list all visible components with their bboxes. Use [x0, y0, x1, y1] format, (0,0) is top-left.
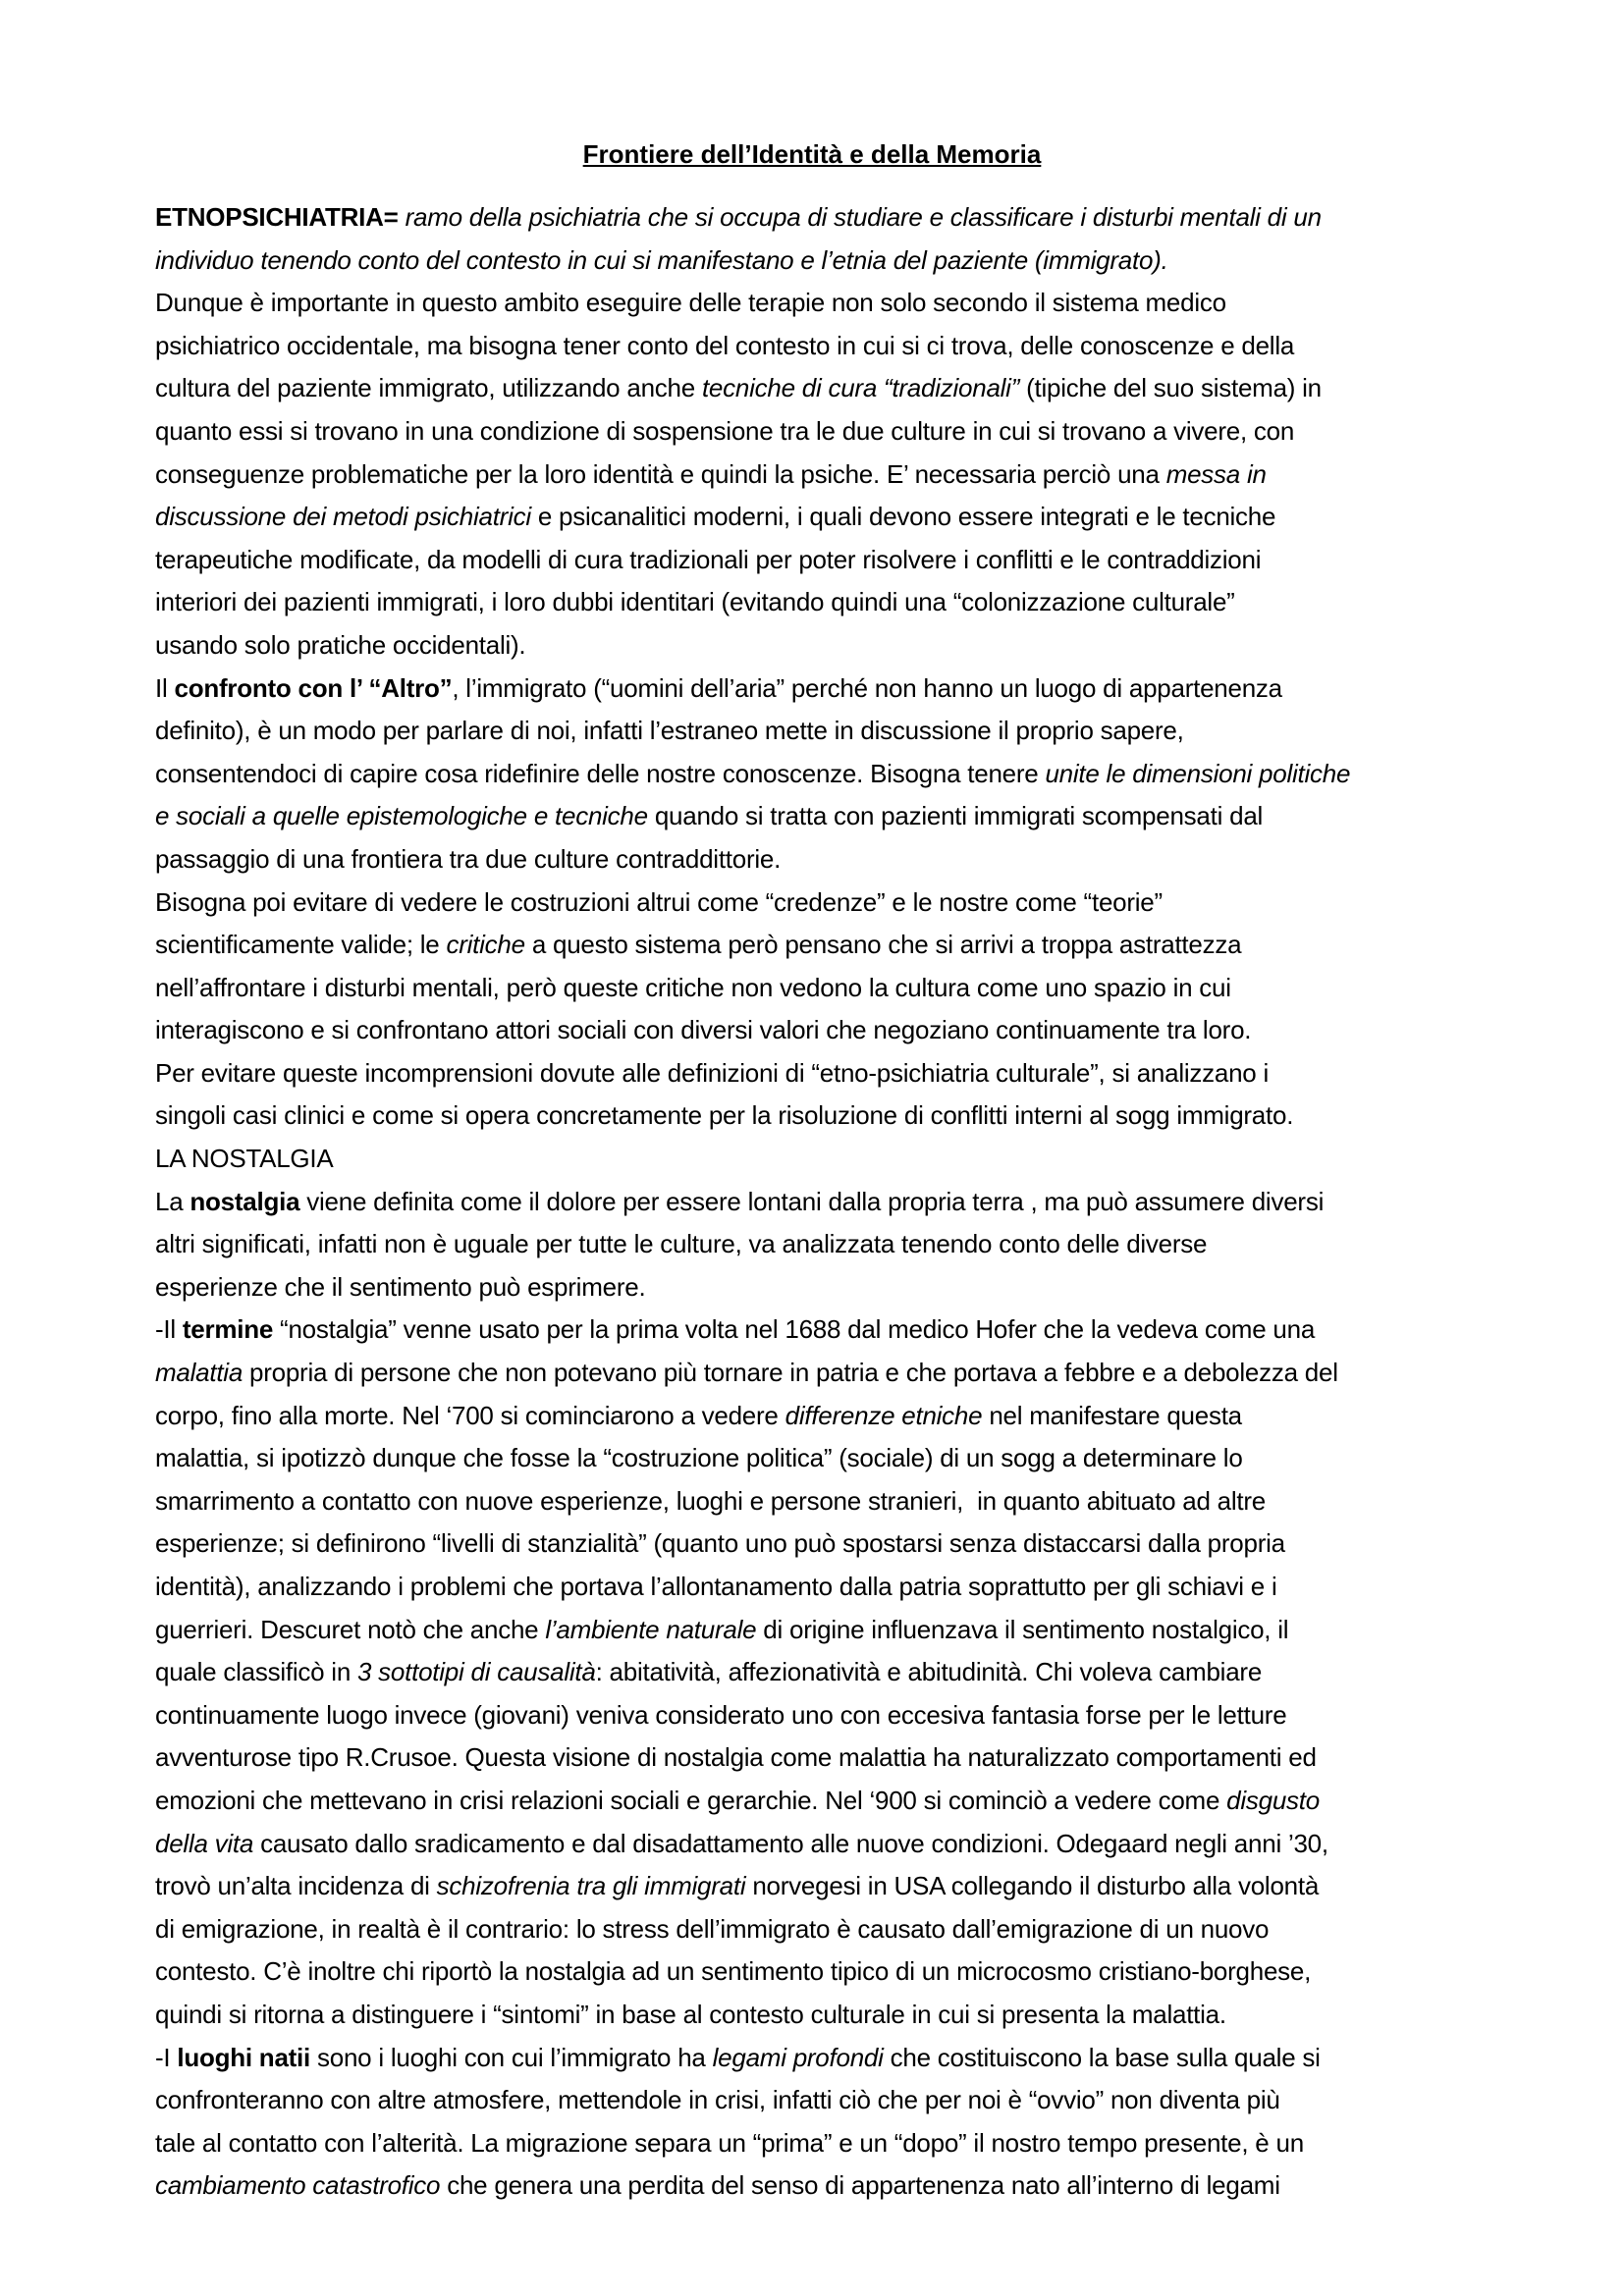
text-run: confronteranno con altre atmosfere, mettendole in crisi, infatti ciò che per noi è “ovvio” non diventa più [155, 2085, 1280, 2115]
text-run: che genera una perdita del senso di appartenenza nato all’interno di legami [440, 2170, 1280, 2201]
text-run: contesto. C’è inoltre chi riportò la nostalgia ad un sentimento tipico di un microcosmo cristiano-borghese, [155, 1956, 1312, 1987]
text-run: corpo, fino alla morte. Nel ‘700 si cominciarono a vedere [155, 1400, 785, 1430]
text-run: norvegesi in USA collegando il disturbo alla volontà [745, 1871, 1320, 1901]
text-run: quando si tratta con pazienti immigrati scompensati dal [647, 801, 1264, 831]
text-run: conseguenze problematiche per la loro identità e quindi la psiche. E’ necessaria perciò una [155, 458, 1166, 489]
text-line [155, 710, 1490, 753]
text-run: La [155, 1186, 190, 1216]
text-run: continuamente luogo invece (giovani) veniva considerato uno con eccesiva fantasia forse per le letture [155, 1699, 1287, 1730]
text-run: causato dallo sradicamento e dal disadattamento alle nuove condizioni. Odegaard negli anni ’30, [253, 1828, 1328, 1858]
text-line [155, 795, 1490, 838]
text-run: e psicanalitici moderni, i quali devono essere integrati e le tecniche [530, 502, 1276, 532]
italic-text: disgusto [1226, 1785, 1320, 1815]
text-line [155, 325, 1490, 368]
text-line [155, 1009, 1490, 1052]
text-line [155, 1651, 1490, 1694]
text-run: sono i luoghi con cui l’immigrato ha [310, 2042, 713, 2072]
italic-text: critiche [446, 930, 525, 960]
italic-text: e sociali a quelle epistemologiche e tecniche [155, 801, 648, 831]
text-run: psichiatrico occidentale, ma bisogna tener conto del contesto in cui si ci trova, delle conoscenze e della [155, 330, 1295, 360]
text-run: “nostalgia” venne usato per la prima volta nel 1688 dal medico Hofer che la vedeva come una [273, 1314, 1316, 1345]
text-run: interagiscono e si confrontano attori sociali con diversi valori che negoziano continuamente tra loro. [155, 1015, 1252, 1045]
text-line [155, 282, 1490, 325]
text-run: nel manifestare questa [982, 1400, 1242, 1430]
italic-text: ramo della psichiatria che si occupa di studiare e classificare i disturbi mentali di un [398, 202, 1322, 232]
italic-text: malattia [155, 1358, 244, 1388]
text-run: singoli casi clinici e come si opera concretamente per la risoluzione di conflitti interni al sogg immigrato. [155, 1100, 1294, 1131]
text-run: di origine influenzava il sentimento nostalgico, il [756, 1614, 1289, 1644]
text-line [155, 1138, 1490, 1181]
text-run: usando solo pratiche occidentali). [155, 629, 526, 660]
italic-text: discussione dei metodi psichiatrici [155, 502, 531, 532]
bold-text: confronto con l’ “Altro” [174, 672, 453, 703]
text-line [155, 1181, 1490, 1224]
text-line [155, 410, 1490, 454]
text-run: LA NOSTALGIA [155, 1144, 334, 1174]
italic-text: unite le dimensioni politiche [1045, 758, 1351, 788]
text-run: tale al contatto con l’alterità. La migrazione separa un “prima” e un “dopo” il nostro tempo presente, è un [155, 2127, 1304, 2158]
text-run: che costituiscono la base sulla quale si [883, 2042, 1321, 2072]
italic-text: messa in [1165, 458, 1267, 489]
text-line [155, 1480, 1490, 1523]
text-run: di emigrazione, in realtà è il contrario: lo stress dell’immigrato è causato dall’emigrazione di un nuovo [155, 1913, 1270, 1944]
text-run: guerrieri. Descuret notò che anche [155, 1614, 546, 1644]
text-run: Per evitare queste incomprensioni dovute alle definizioni di “etno-psichiatria culturale”, si analizzano i [155, 1057, 1270, 1088]
italic-text: individuo tenendo conto del contesto in cui si manifestano e l’etnia del paziente (immigrato). [155, 244, 1168, 275]
text-run: smarrimento a contatto con nuove esperienze, luoghi e persone stranieri, in quanto abituato ad altre [155, 1485, 1267, 1516]
text-line [155, 967, 1490, 1010]
text-run: : abitatività, affezionatività e abitudinità. Chi voleva cambiare [595, 1657, 1263, 1687]
text-run: Bisogna poi evitare di vedere le costruzioni altrui come “credenze” e le nostre come “teorie” [155, 886, 1163, 917]
text-line [155, 496, 1490, 539]
italic-text: differenze etniche [785, 1400, 983, 1430]
text-line [155, 1908, 1490, 1951]
page-title: Frontiere dell’Identità e della Memoria [582, 139, 1042, 169]
text-line [155, 1950, 1490, 1994]
text-run: , l’immigrato (“uomini dell’aria” perché non hanno un luogo di appartenenza [452, 672, 1282, 703]
italic-text: tecniche di cura “tradizionali” [701, 373, 1020, 403]
text-run: passaggio di una frontiera tra due culture contraddittorie. [155, 843, 782, 874]
text-run: definito), è un modo per parlare di noi, infatti l’estraneo mette in discussione il proprio sapere, [155, 716, 1184, 746]
bold-text: ETNOPSICHIATRIA= [155, 202, 399, 232]
text-run: emozioni che mettevano in crisi relazioni sociali e gerarchie. Nel ‘900 si cominciò a vedere come [155, 1785, 1227, 1815]
text-line [155, 667, 1490, 711]
text-line [155, 838, 1490, 881]
bold-text: nostalgia [189, 1186, 300, 1216]
italic-text: l’ambiente naturale [545, 1614, 757, 1644]
text-run: a questo sistema però pensano che si arrivi a troppa astrattezza [524, 930, 1242, 960]
italic-text: 3 sottotipi di causalità [357, 1657, 596, 1687]
text-line [155, 2164, 1490, 2208]
text-run: interiori dei pazienti immigrati, i loro dubbi identitari (evitando quindi una “colonizzazione culturale” [155, 587, 1235, 617]
text-run: terapeutiche modificate, da modelli di cura tradizionali per poter risolvere i conflitti e le contraddizioni [155, 544, 1262, 574]
text-line [155, 1865, 1490, 1908]
text-line [155, 881, 1490, 925]
text-line [155, 2122, 1490, 2165]
text-line [155, 454, 1490, 497]
text-line [155, 1437, 1490, 1480]
text-line [155, 240, 1490, 283]
text-line [155, 1095, 1490, 1138]
text-line [155, 1308, 1490, 1352]
text-run: quindi si ritorna a distinguere i “sintomi” in base al contesto culturale in cui si presenta la malattia. [155, 1999, 1226, 2029]
text-line [155, 1994, 1490, 2037]
text-run: -Il [155, 1314, 183, 1345]
text-line [155, 1395, 1490, 1438]
text-run: propria di persone che non potevano più tornare in patria e che portava a febbre e a debolezza del [243, 1358, 1338, 1388]
text-line [155, 1780, 1490, 1823]
text-run: (tipiche del suo sistema) in [1019, 373, 1322, 403]
text-line [155, 1566, 1490, 1609]
text-line [155, 624, 1490, 667]
text-line [155, 1736, 1490, 1780]
text-line [155, 1609, 1490, 1652]
text-run: quale classificò in [155, 1657, 357, 1687]
text-line [155, 367, 1490, 410]
text-line [155, 581, 1490, 624]
bold-text: luoghi natii [177, 2042, 311, 2072]
text-run: esperienze che il sentimento può esprimere. [155, 1271, 646, 1302]
text-run: viene definita come il dolore per essere lontani dalla propria terra , ma può assumere diversi [299, 1186, 1325, 1216]
text-line [155, 1223, 1490, 1266]
document-body [155, 196, 1490, 2208]
text-line [155, 924, 1490, 967]
text-run: Dunque è importante in questo ambito eseguire delle terapie non solo secondo il sistema medico [155, 288, 1226, 318]
text-run: esperienze; si definirono “livelli di stanzialità” (quanto uno può spostarsi senza distaccarsi dalla propria [155, 1528, 1285, 1559]
text-run: avventurose tipo R.Crusoe. Questa visione di nostalgia come malattia ha naturalizzato comportamenti ed [155, 1742, 1317, 1773]
text-line [155, 1823, 1490, 1866]
text-line [155, 1352, 1490, 1395]
bold-text: termine [182, 1314, 274, 1345]
text-run: quanto essi si trovano in una condizione di sospensione tra le due culture in cui si trovano a vivere, con [155, 415, 1295, 446]
text-line [155, 196, 1490, 240]
text-run: nell’affrontare i disturbi mentali, però queste critiche non vedono la cultura come uno spazio in cui [155, 972, 1231, 1002]
text-run: malattia, si ipotizzò dunque che fosse la “costruzione politica” (sociale) di un sogg a determinare lo [155, 1443, 1243, 1473]
text-run: altri significati, infatti non è uguale per tutte le culture, va analizzata tenendo conto delle diverse [155, 1229, 1208, 1259]
text-run: trovò un’alta incidenza di [155, 1871, 437, 1901]
text-run: scientificamente valide; le [155, 930, 447, 960]
text-run: cultura del paziente immigrato, utilizzando anche [155, 373, 702, 403]
italic-text: legami profondi [712, 2042, 884, 2072]
text-line [155, 1694, 1490, 1737]
text-line [155, 1052, 1490, 1095]
text-run: Il [155, 672, 175, 703]
text-line [155, 2079, 1490, 2122]
text-line [155, 753, 1490, 796]
text-line [155, 1266, 1490, 1309]
text-line [155, 539, 1490, 582]
text-run: consentendoci di capire cosa ridefinire delle nostre conoscenze. Bisogna tenere [155, 758, 1046, 788]
italic-text: schizofrenia tra gli immigrati [436, 1871, 746, 1901]
italic-text: della vita [155, 1828, 254, 1858]
text-run: identità), analizzando i problemi che portava l’allontanamento dalla patria soprattutto per gli schiavi e i [155, 1572, 1277, 1601]
italic-text: cambiamento catastrofico [155, 2170, 441, 2201]
text-line [155, 1522, 1490, 1566]
text-line [155, 2037, 1490, 2080]
text-run: -I [155, 2042, 178, 2072]
